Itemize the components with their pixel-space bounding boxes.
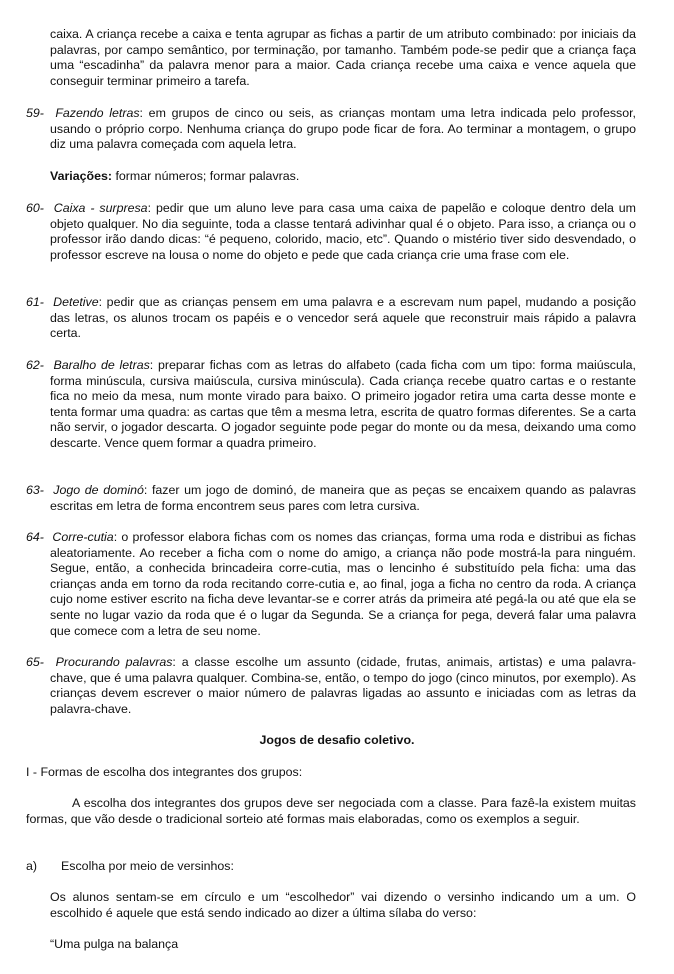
item-title: Caixa - surpresa <box>53 201 148 215</box>
item-number: 60- <box>26 201 44 215</box>
item-title: Detetive <box>53 295 99 309</box>
verse-line: “Uma pulga na balança <box>50 937 179 951</box>
list-item-59 <box>26 106 636 153</box>
item-text: : preparar fichas com as letras do alfabeto (cada ficha com um tipo: forma maiúscula, forma minúscula, cursiva maiúscula, cursiva minúscula). Cada criança recebe quatro cartas e o restante fica no meio da mesa, num monte virado para baixo. O primeiro jogador retira uma carta desse monte e tenta formar uma quadra: as cartas que têm a mesma letra, escrita de quatro formas diferentes. Se a carta não servir, o jogador descarta. O jogador seguinte pode pegar do monte ou da mesa, deixando uma como descarte. Vence quem formar a quadra primeiro. <box>50 358 636 450</box>
item-title: Baralho de letras <box>53 358 150 372</box>
list-item-64 <box>26 530 636 639</box>
intro-paragraph: caixa. A criança recebe a caixa e tenta agrupar as fichas a partir de um atributo combinado: por iniciais da palavras, por campo semântico, por terminação, por tamanho. Também pode-se pedir que a criança faça uma “escadinha” da palavra menor para a maior. Cada criança recebe uma caixa e vence aquela que conseguir terminar primeiro a tarefa. <box>50 27 636 88</box>
subsection-heading: I - Formas de escolha dos integrantes dos grupos: <box>26 765 303 779</box>
item-title: Fazendo letras <box>55 106 140 120</box>
item-text: : a classe escolhe um assunto (cidade, frutas, animais, artistas) e uma palavra-chave, que é uma palavra qualquer. Combina-se, então, o tempo do jogo (cinco minutos, por exemplo). As crianças devem escrever o maior número de palavras ligadas ao assunto e iniciadas com as letras da palavra-chave. <box>50 655 637 716</box>
option-a-line <box>26 859 234 875</box>
choice-paragraph: A escolha dos integrantes dos grupos deve ser negociada com a classe. Para fazê-la existem muitas formas, que vão desde o tradicional sorteio até formas mais elaboradas, como os exemplos a seguir. <box>26 796 636 826</box>
item-text: : fazer um jogo de dominó, de maneira que as peças se encaixem quando as palavras escritas em letra de forma encontrem seus pares com letra cursiva. <box>50 483 636 513</box>
variations-line <box>50 169 636 185</box>
section-title: Jogos de desafio coletivo. <box>259 733 415 747</box>
item-title: Procurando palavras <box>55 655 173 669</box>
option-a-marker: a) <box>26 859 38 873</box>
list-item-62 <box>26 358 636 452</box>
item-title: Corre-cutia <box>52 530 114 544</box>
item-number: 64- <box>26 530 44 544</box>
item-number: 59- <box>26 106 44 120</box>
item-title: Jogo de dominó <box>53 483 144 497</box>
item-number: 63- <box>26 483 44 497</box>
item-number: 61- <box>26 295 44 309</box>
option-a-paragraph: Os alunos sentam-se em círculo e um “escolhedor” vai dizendo o versinho indicando um a um. O escolhido é aquele que está sendo indicado ao dizer a última sílaba do verso: <box>50 890 636 920</box>
item-text: : pedir que as crianças pensem em uma palavra e a escrevam num papel, mudando a posição das letras, os alunos trocam os papéis e o vencedor será aquele que reconstruir mais rápido a palavra certa. <box>50 295 636 341</box>
list-item-60 <box>26 201 636 263</box>
option-a-label: Escolha por meio de versinhos: <box>61 859 234 873</box>
item-text: : pedir que um aluno leve para casa uma caixa de papelão e coloque dentro dela um objeto qualquer. No dia seguinte, toda a classe tentará adivinhar qual é o objeto. Para isso, a criança ou o professor irão dando dicas: “é pequeno, colorido, macio, etc”. Quando o mistério tiver sido desvendado, o professor escreve na lousa o nome do objeto e pede que cada criança crie uma frase com ele. <box>50 201 637 262</box>
list-item-63 <box>26 483 636 514</box>
item-text: : o professor elabora fichas com os nomes das crianças, forma uma roda e distribui as fichas aleatoriamente. Ao receber a ficha com o nome do amigo, a criança não pode mostrá-la para ninguém. Segue, então, a conhecida brincadeira corre-cutia, mas o lencinho é substituído pela ficha: uma das crianças anda em torno da roda recitando corre-cutia e, ao final, joga a ficha no centro da roda. A criança cujo nome estiver escrito na ficha deve levantar-se e correr atrás da primeira até pegá-la ou até que ela se sente no lugar vazio da roda que é o lugar da Segunda. Se a criança for pega, deverá falar uma palavra que comece com a letra de seu nome. <box>50 530 636 638</box>
item-number: 62- <box>26 358 44 372</box>
item-number: 65- <box>26 655 44 669</box>
list-item-65 <box>26 655 636 717</box>
variations-text: formar números; formar palavras. <box>112 169 300 183</box>
variations-label: Variações: <box>50 169 112 183</box>
item-text: : em grupos de cinco ou seis, as crianças montam uma letra indicada pelo professor, usando o próprio corpo. Nenhuma criança do grupo pode ficar de fora. Ao terminar a montagem, o grupo diz uma palavra começada com aquela letra. <box>50 106 636 152</box>
list-item-61 <box>26 295 636 342</box>
